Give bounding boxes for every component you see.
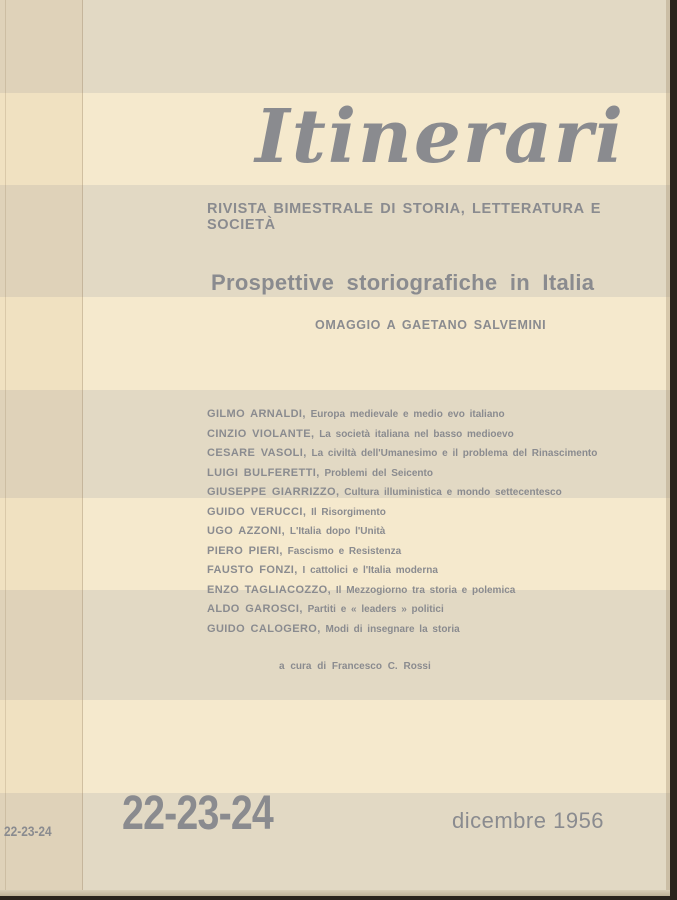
contents-item — [207, 561, 597, 581]
band — [0, 297, 670, 390]
contents-item — [207, 542, 597, 562]
contents-title: I cattolici e l'Italia moderna — [302, 565, 438, 576]
contents-item — [207, 444, 597, 464]
contents-item — [207, 483, 597, 503]
magazine-subtitle: RIVISTA BIMESTRALE DI STORIA, LETTERATURA E SOCIETÀ — [207, 201, 602, 233]
contents-author: GILMO ARNALDI, — [207, 408, 306, 420]
contents-author: GIUSEPPE GIARRIZZO, — [207, 486, 340, 498]
contents-title: L'Italia dopo l'Unità — [289, 526, 386, 537]
contents-item — [207, 464, 597, 484]
contents-author: CINZIO VIOLANTE, — [207, 427, 315, 440]
spine-fold — [5, 0, 6, 896]
contents-title: Il Risorgimento — [311, 506, 386, 518]
contents-author: GUIDO CALOGERO, — [207, 622, 321, 635]
cover-right-edge — [666, 0, 670, 896]
contents-author: ALDO GAROSCI, — [207, 603, 303, 615]
contents-title: Problemi del Seicento — [324, 467, 433, 479]
issue-number: 22-23-24 — [122, 787, 273, 840]
contents-title: Modi di insegnare la storia — [325, 623, 460, 635]
magazine-title: Itinerari — [255, 94, 625, 180]
contents-title: Cultura illuministica e mondo settecentesco — [344, 487, 562, 498]
dedication: OMAGGIO A GAETANO SALVEMINI — [315, 318, 547, 332]
contents-title: Partiti e « leaders » politici — [307, 604, 444, 615]
band — [0, 0, 670, 93]
spine-issue-number: 22-23-24 — [4, 823, 52, 839]
contents-item — [207, 600, 597, 620]
cover-bottom-edge — [0, 890, 670, 896]
contents-author: FAUSTO FONZI, — [207, 564, 298, 576]
contents-author: ENZO TAGLIACOZZO, — [207, 583, 332, 596]
contents-title: Europa medievale e medio evo italiano — [310, 409, 505, 420]
contents-author: UGO AZZONI, — [207, 525, 286, 537]
contents-item — [207, 620, 597, 640]
table-of-contents — [207, 405, 597, 639]
band — [0, 700, 670, 793]
contents-title: Il Mezzogiorno tra storia e polemica — [335, 584, 516, 596]
contents-title: La società italiana nel basso medioevo — [319, 428, 514, 440]
issue-heading: Prospettive storiografiche in Italia — [211, 270, 595, 295]
issue-date: dicembre 1956 — [452, 808, 605, 833]
spine — [0, 0, 83, 896]
contents-author: GUIDO VERUCCI, — [207, 505, 307, 518]
contents-item — [207, 522, 597, 542]
contents-item — [207, 425, 597, 445]
contents-item — [207, 581, 597, 601]
editor-credit: a cura di Francesco C. Rossi — [279, 661, 431, 672]
contents-author: PIERO PIERI, — [207, 544, 283, 557]
contents-title: La civiltà dell'Umanesimo e il problema del Rinascimento — [311, 448, 598, 459]
contents-item — [207, 405, 597, 425]
contents-item — [207, 503, 597, 523]
contents-title: Fascismo e Resistenza — [287, 545, 402, 557]
contents-author: LUIGI BULFERETTI, — [207, 466, 320, 479]
contents-author: CESARE VASOLI, — [207, 447, 307, 459]
